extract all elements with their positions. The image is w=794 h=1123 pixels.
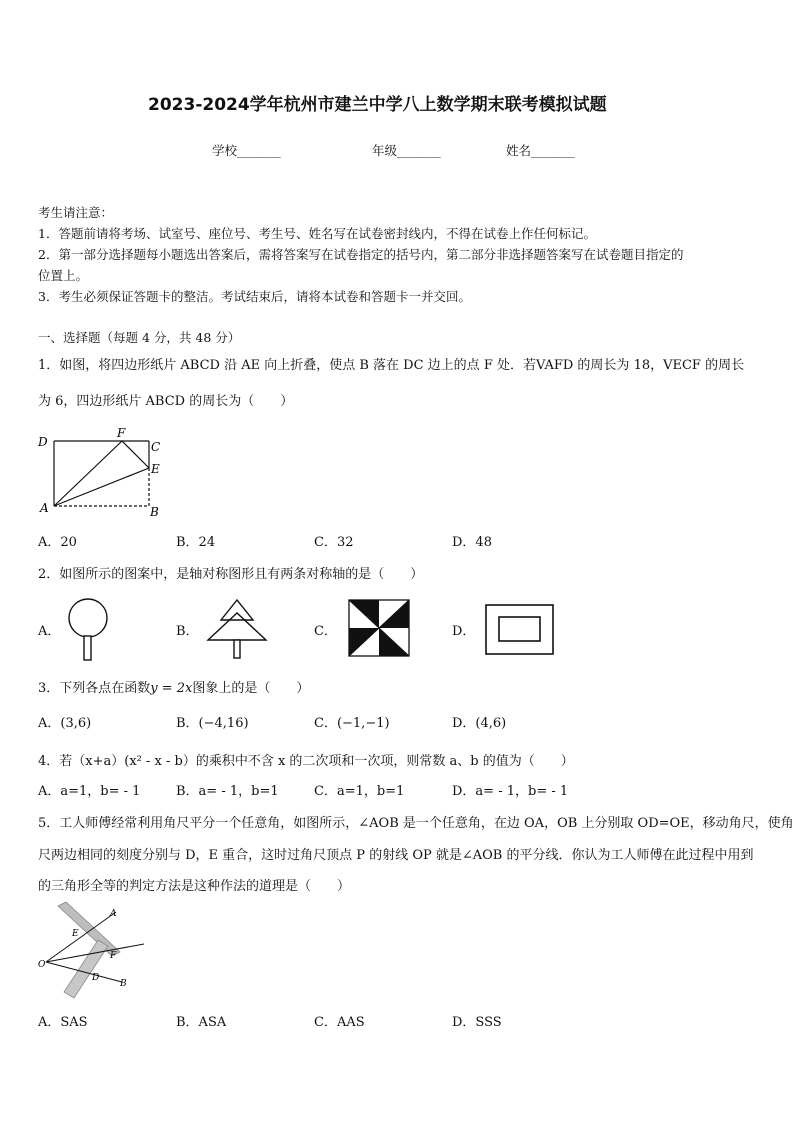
ruler-arm-lower (64, 940, 108, 998)
q1-option-d: D．48 (452, 535, 492, 550)
q2-frame-figure (484, 603, 556, 657)
tree-top (221, 600, 253, 620)
label-f: F (110, 951, 117, 961)
q1-text-line2: 为 6，四边形纸片 ABCD 的周长为（ ） (38, 394, 294, 409)
fan-handle (84, 636, 91, 660)
q3-text-after: 图象上的是（ ） (192, 681, 310, 696)
label-d: D (92, 973, 100, 983)
label-f: F (117, 426, 126, 440)
label-c: C (151, 440, 161, 454)
q3-text-before: 3．下列各点在函数 (38, 681, 151, 696)
segment-ae (54, 468, 149, 506)
label-a: A (110, 909, 117, 919)
label-b: B (120, 979, 127, 989)
frame-inner (499, 617, 540, 641)
label-d: D (38, 435, 48, 449)
q3-option-a: A．(3,6) (38, 716, 92, 731)
q5-text-line3: 的三角形全等的判定方法是这种作法的道理是（ ） (38, 879, 351, 894)
q3-option-c: C．(−1,−1) (314, 716, 390, 731)
tree-trunk (234, 640, 240, 658)
label-o: O (38, 960, 46, 970)
q1-option-c: C．32 (314, 535, 354, 550)
q2-text: 2．如图所示的图案中，是轴对称图形且有两条对称轴的是（ ） (38, 567, 424, 582)
name-field: 姓名_______ (506, 143, 575, 158)
q3-text (38, 677, 309, 696)
label-e: E (151, 462, 160, 476)
q2-pinwheel-figure (345, 597, 413, 659)
q5-option-d: D．SSS (452, 1015, 502, 1030)
q5-figure (36, 900, 148, 1000)
notice-item-2-cont: 位置上。 (38, 268, 89, 283)
q4-option-b: B．a= - 1，b=1 (176, 784, 279, 799)
q1-option-a: A．20 (38, 535, 77, 550)
q4-option-a: A．a=1，b= - 1 (38, 784, 141, 799)
q4-text: 4．若（x+a）(x² - x - b）的乘积中不含 x 的二次项和一次项，则常数 a、b 的值为（ ） (38, 754, 574, 769)
notice-item-2: 2．第一部分选择题每小题选出答案后，需将答案写在试卷指定的括号内，第二部分非选择题答案写在试卷题目指定的 (38, 247, 684, 262)
q2-option-d: D． (452, 624, 476, 639)
q2-tree-figure (203, 598, 273, 662)
fan-circle (69, 599, 107, 637)
q5-text-line1: 5．工人师傅经常利用角尺平分一个任意角，如图所示，∠AOB 是一个任意角，在边 OA，OB 上分别取 OD=OE，移动角尺，使角 (38, 816, 794, 831)
segment-fe (122, 441, 149, 468)
q2-option-c: C． (314, 624, 337, 639)
segment-af (54, 441, 122, 506)
frame-outer (486, 605, 553, 654)
tree-bottom (208, 613, 266, 640)
notice-heading: 考生请注意： (38, 205, 114, 220)
school-field: 学校_______ (212, 143, 281, 158)
label-b: B (150, 505, 159, 519)
q5-option-a: A．SAS (38, 1015, 88, 1030)
q4-option-d: D．a= - 1，b= - 1 (452, 784, 569, 799)
q3-option-d: D．(4,6) (452, 716, 507, 731)
q2-option-b: B． (176, 624, 199, 639)
q5-text-line2: 尺两边相同的刻度分别与 D，E 重合，这时过角尺顶点 P 的射线 OP 就是∠AOB 的平分线．你认为工人师傅在此过程中用到 (38, 848, 754, 863)
q5-option-b: B．ASA (176, 1015, 227, 1030)
q5-option-c: C．AAS (314, 1015, 365, 1030)
q1-text-line1: 1．如图，将四边形纸片 ABCD 沿 AE 向上折叠，使点 B 落在 DC 边上的点 F 处．若VAFD 的周长为 18，VECF 的周长 (38, 358, 745, 373)
label-e: E (72, 929, 79, 939)
notice-item-3: 3．考生必须保证答题卡的整洁。考试结束后，请将本试卷和答题卡一并交回。 (38, 289, 471, 304)
q2-option-a: A． (38, 624, 61, 639)
q1-option-b: B．24 (176, 535, 216, 550)
notice-item-1: 1．答题前请将考场、试室号、座位号、考生号、姓名写在试卷密封线内，不得在试卷上作任何标记。 (38, 226, 596, 241)
q3-formula: y = 2x (150, 681, 193, 696)
q3-option-b: B．(−4,16) (176, 716, 249, 731)
label-a: A (40, 501, 49, 515)
section-heading: 一、选择题（每题 4 分，共 48 分） (38, 330, 241, 345)
q4-option-c: C．a=1，b=1 (314, 784, 405, 799)
page-title: 2023-2024学年杭州市建兰中学八上数学期末联考模拟试题 (148, 95, 607, 115)
q2-fan-figure (62, 598, 117, 662)
q1-figure (34, 425, 174, 520)
grade-field: 年级_______ (372, 143, 441, 158)
